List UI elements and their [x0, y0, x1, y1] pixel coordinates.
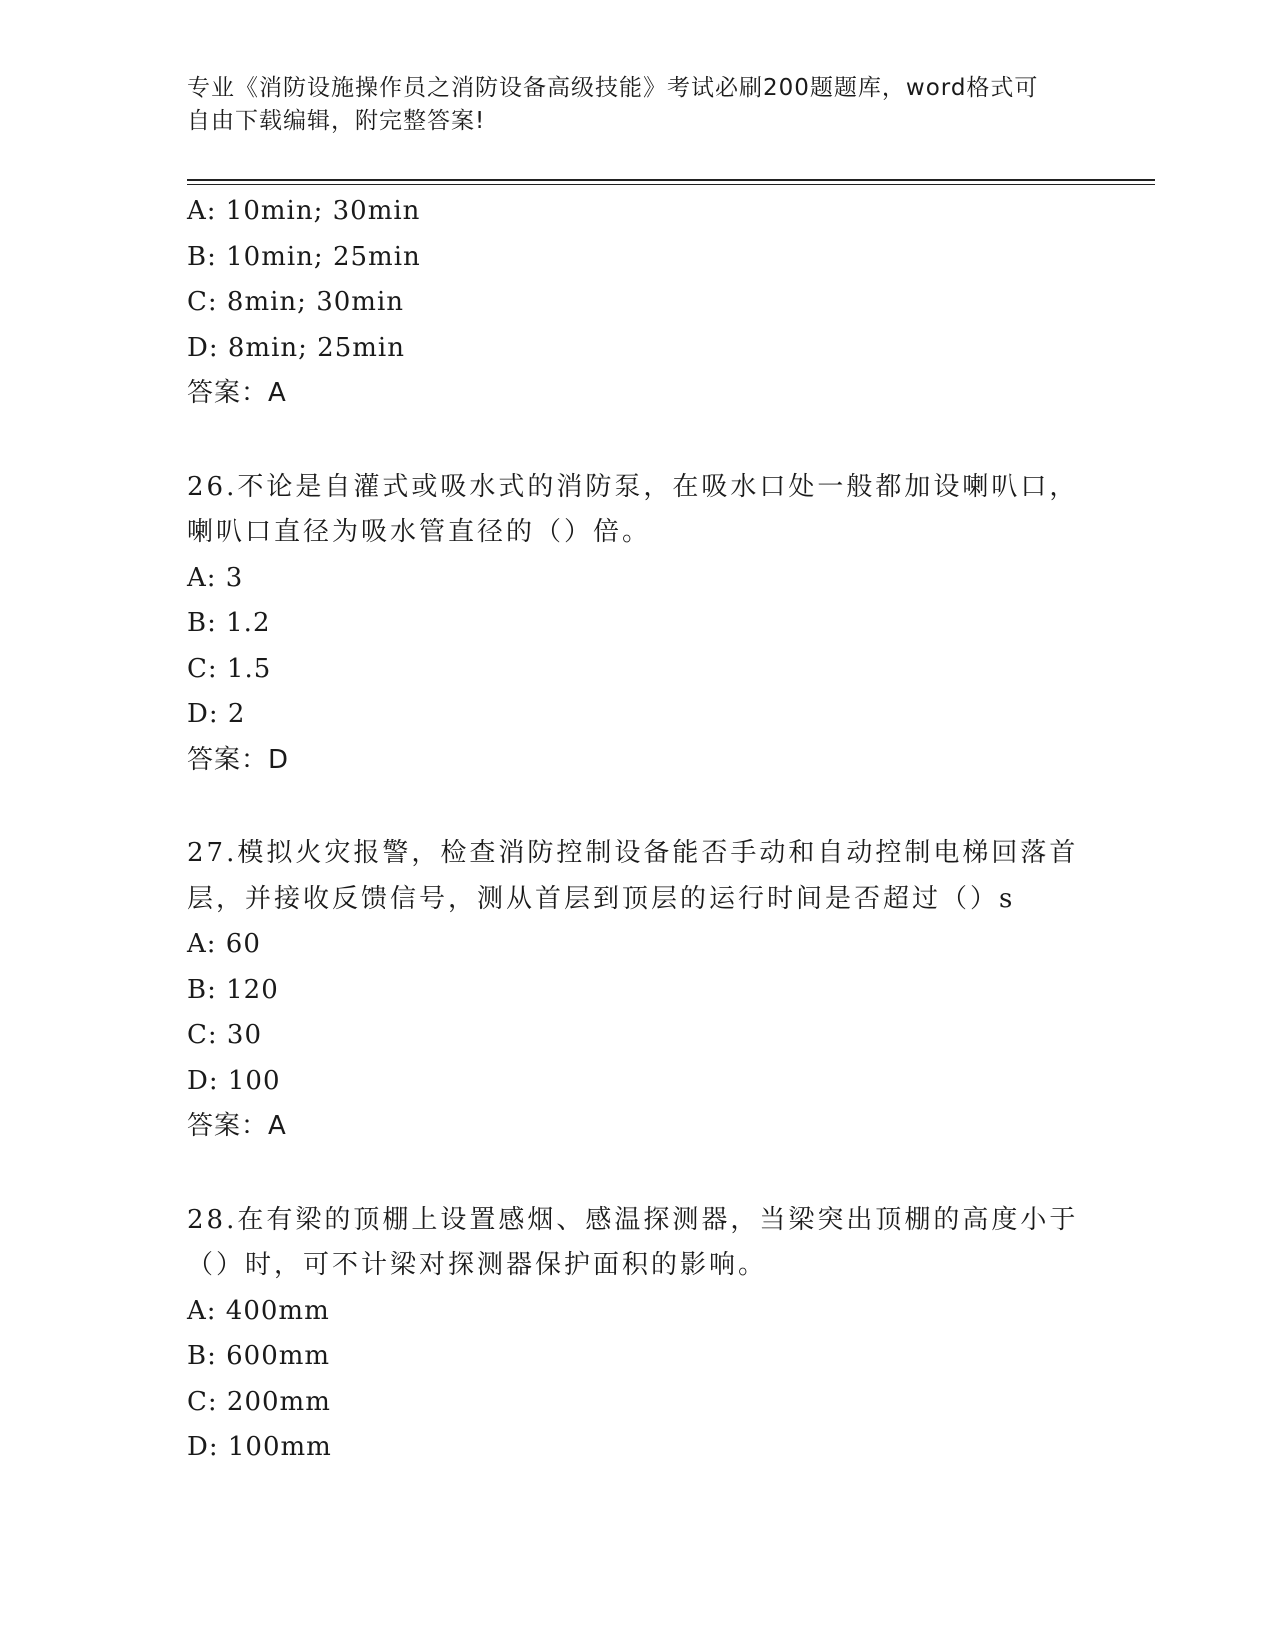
option-a: A: 60 [187, 929, 261, 959]
option-a: A: 10min; 30min [187, 196, 421, 226]
answer-line: 答案：A [187, 1111, 287, 1141]
option-b: B: 1.2 [187, 608, 271, 638]
question-25-block [187, 189, 1087, 417]
question-text-line-1: 26.不论是自灌式或吸水式的消防泵，在吸水口处一般都加设喇叭口， [187, 471, 1079, 502]
spacer [187, 1150, 1087, 1198]
option-c: C: 30 [187, 1020, 263, 1050]
option-d: D: 2 [187, 699, 246, 729]
option-b: B: 120 [187, 974, 279, 1005]
question-text-line-1: 27.模拟火灾报警，检查消防控制设备能否手动和自动控制电梯回落首 [187, 838, 1079, 868]
question-text-line-2: 喇叭口直径为吸水管直径的（）倍。 [187, 517, 652, 547]
answer-line: 答案：A [187, 378, 287, 408]
option-c: C: 1.5 [187, 653, 272, 684]
option-a: A: 400mm [187, 1295, 330, 1326]
header-line-1: 专业《消防设施操作员之消防设备高级技能》考试必刷200题题库，word格式可 [187, 75, 1039, 101]
option-c: C: 8min; 30min [187, 287, 404, 317]
question-text-line-1: 28.在有梁的顶棚上设置感烟、感温探测器，当梁突出顶棚的高度小于 [187, 1204, 1079, 1235]
header-rule-thick [187, 179, 1155, 181]
spacer [187, 417, 1087, 465]
option-c: C: 200mm [187, 1386, 331, 1417]
question-list [187, 189, 1087, 1471]
option-d: D: 100mm [187, 1432, 332, 1462]
option-d: D: 8min; 25min [187, 332, 405, 363]
spacer [187, 783, 1087, 831]
header-line-2: 自由下载编辑，附完整答案! [187, 108, 486, 134]
header-rule-thin [187, 184, 1155, 185]
question-26-block [187, 465, 1087, 784]
answer-line: 答案：D [187, 744, 290, 775]
question-text-line-2: （）时，可不计梁对探测器保护面积的影响。 [187, 1250, 768, 1280]
document-header [187, 72, 1067, 138]
option-a: A: 3 [187, 562, 244, 593]
option-d: D: 100 [187, 1065, 281, 1096]
question-text-line-2: 层，并接收反馈信号，测从首层到顶层的运行时间是否超过（）s [187, 883, 1016, 914]
question-28-block [187, 1198, 1087, 1471]
option-b: B: 600mm [187, 1341, 331, 1371]
question-27-block [187, 831, 1087, 1150]
option-b: B: 10min; 25min [187, 241, 421, 272]
